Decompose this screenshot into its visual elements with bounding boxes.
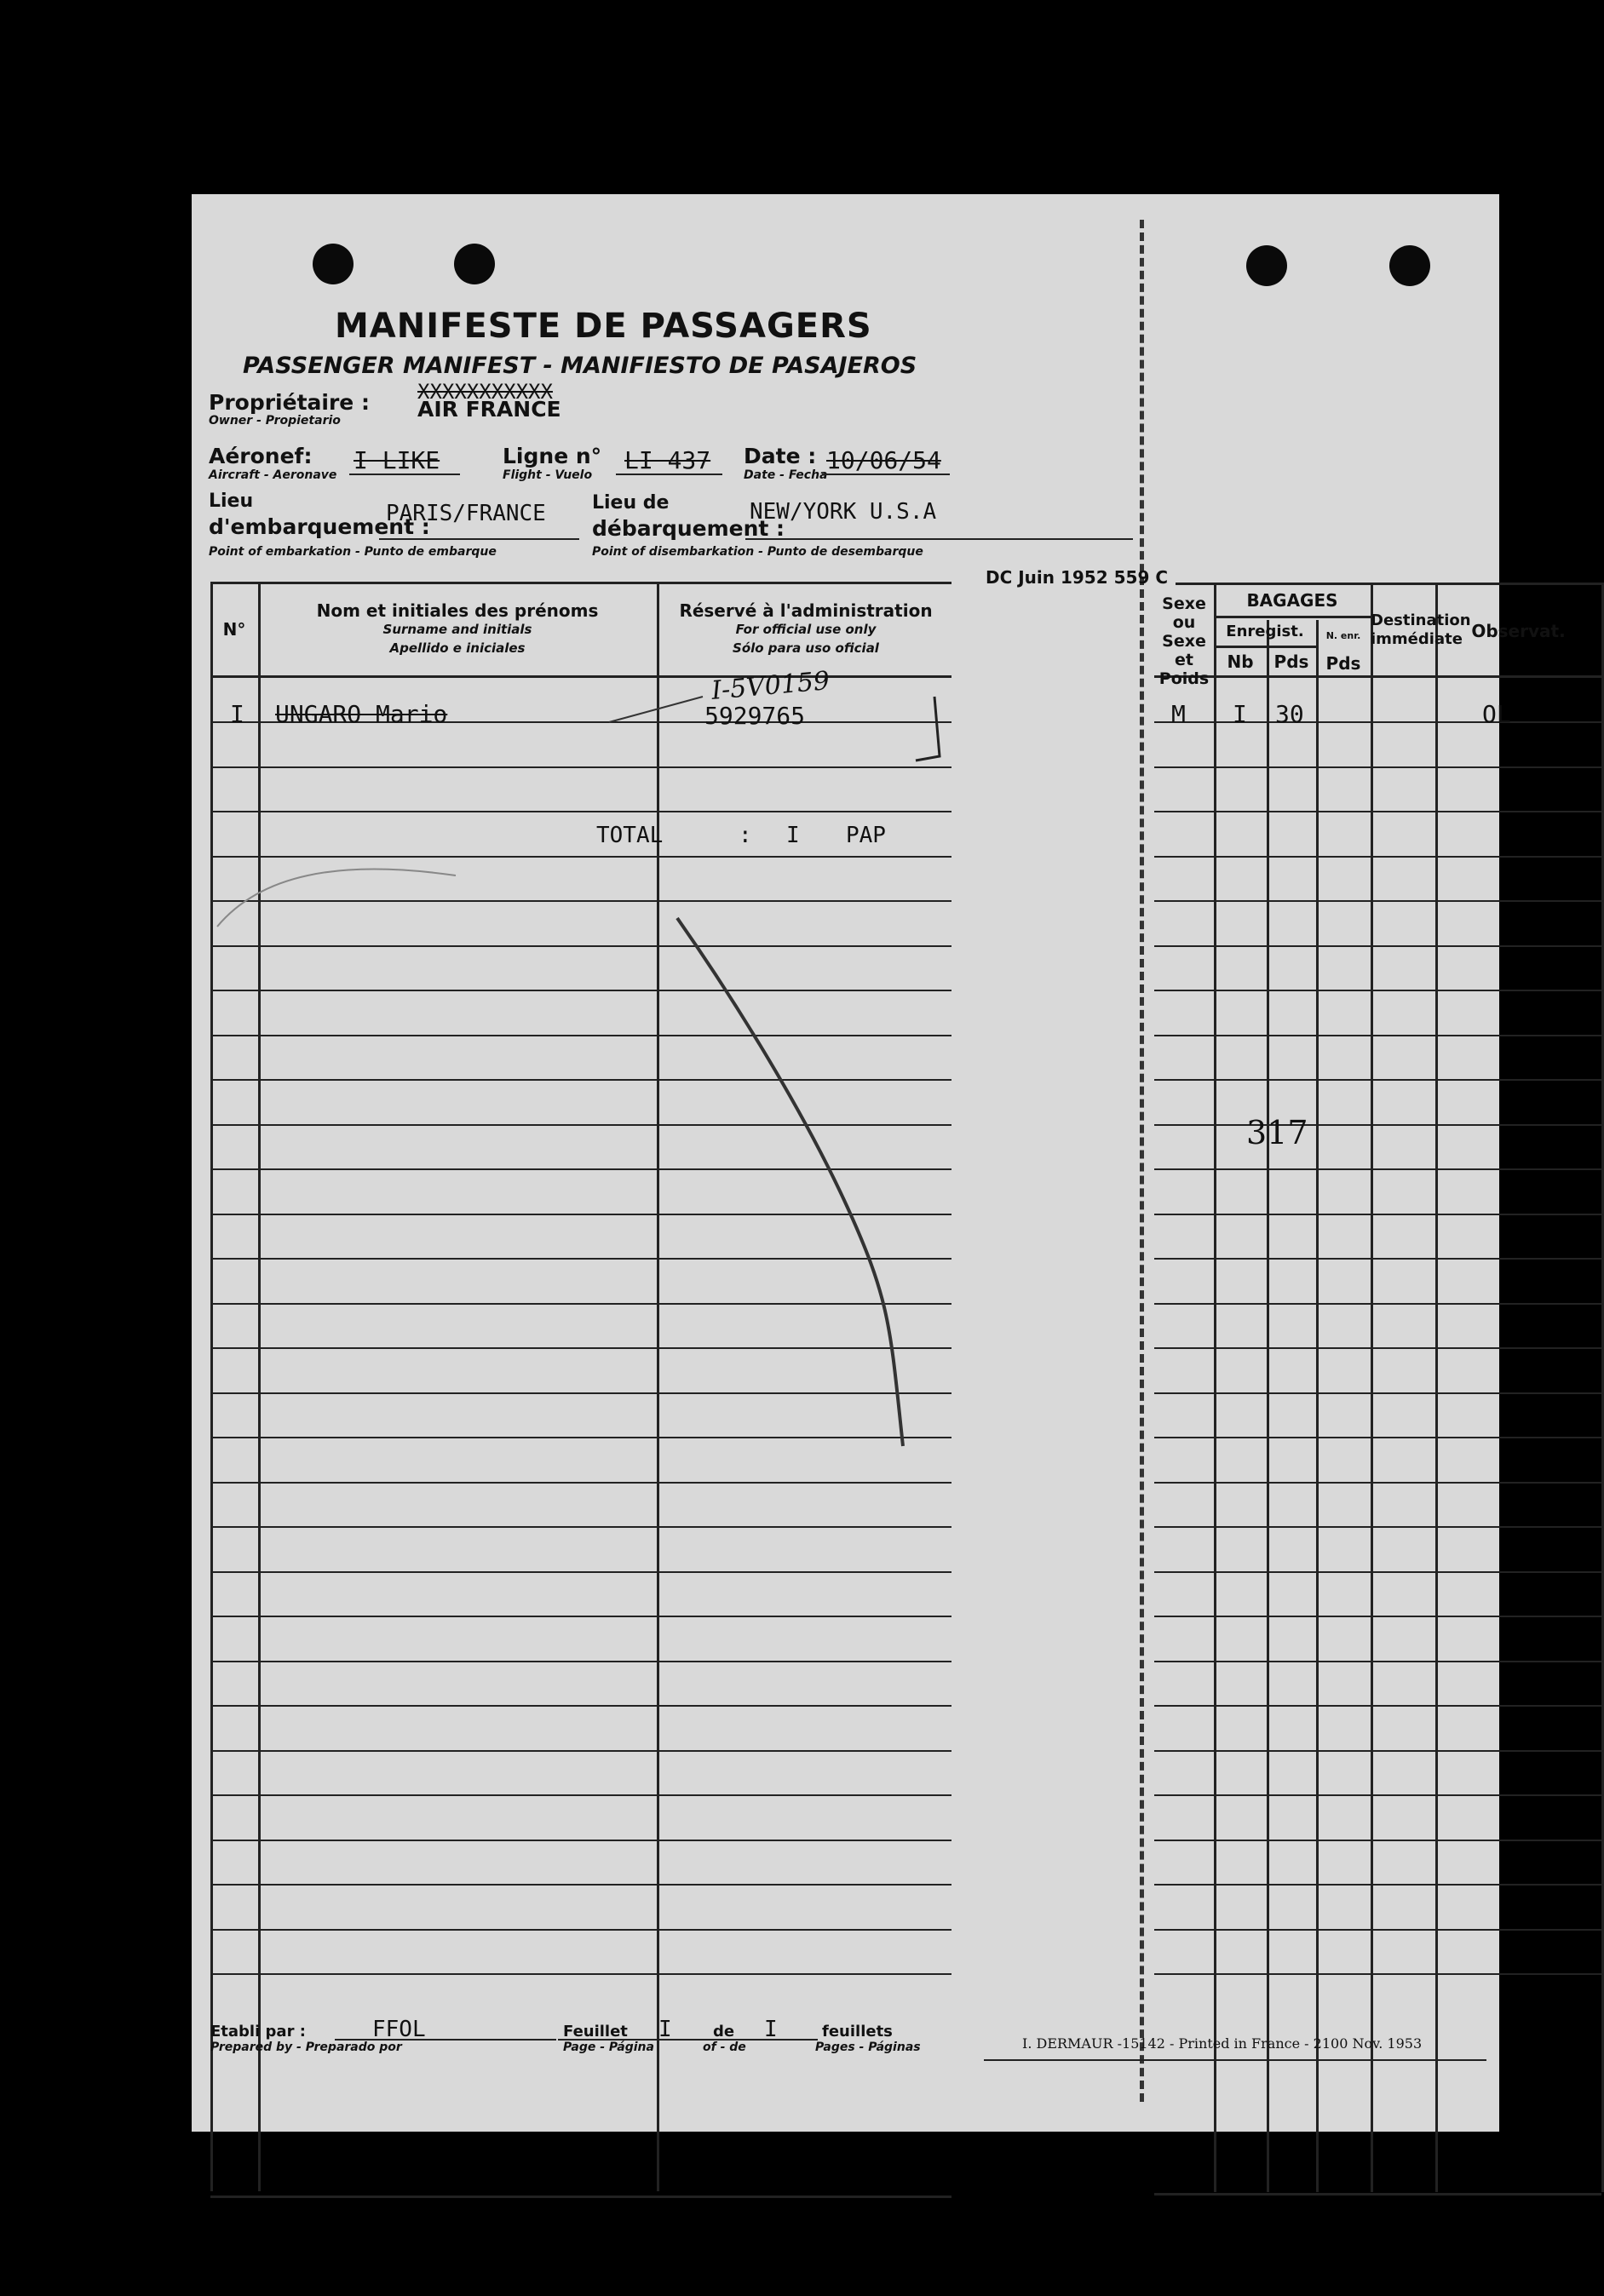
owner-sub: Owner - Propietario	[209, 414, 341, 428]
page-sub: Page - Página	[563, 2041, 654, 2054]
total-separator: :	[739, 823, 752, 848]
row-sex: M	[1171, 700, 1186, 728]
embark-value: PARIS/FRANCE	[386, 501, 546, 526]
total-label: TOTAL	[596, 823, 664, 848]
row-bag-weight: 30	[1275, 700, 1304, 728]
total-count: I	[786, 823, 800, 848]
date-sub: Date - Fecha	[744, 468, 828, 482]
of-label: de	[713, 2023, 735, 2041]
header-observations: Observat.	[1471, 621, 1566, 641]
of-sub: of - de	[703, 2041, 746, 2054]
pages-sub: Pages - Páginas	[815, 2041, 921, 2054]
header-not-registered: N. enr.	[1325, 630, 1361, 641]
form-reference: DC Juin 1952 559 C	[986, 567, 1168, 588]
header-sex: Sexe ou Sexe et Poids	[1158, 594, 1210, 688]
disembark-label-1: Lieu de	[592, 492, 670, 514]
pen-stroke-mark	[192, 194, 1499, 2132]
prepared-value: FFOL	[372, 2017, 426, 2042]
disembark-sub: Point of disembarkation - Punto de desembarque	[592, 545, 923, 559]
form-subtitle: PASSENGER MANIFEST - MANIFIESTO DE PASAJEROS	[243, 353, 917, 379]
owner-label: Propriétaire :	[209, 390, 370, 415]
header-name: Nom et initiales des prénoms Surname and initials Apellido e iniciales	[316, 600, 599, 656]
prepared-sub: Prepared by - Preparado por	[210, 2041, 402, 2054]
owner-value: AIR FRANCE	[417, 397, 561, 422]
owner-crossed: XXXXXXXXXXX	[417, 380, 553, 404]
sheet-label: Feuillet	[563, 2023, 628, 2041]
form-title: MANIFESTE DE PASSAGERS	[335, 307, 872, 346]
flight-label: Ligne n°	[503, 444, 602, 468]
total-unit: PAP	[846, 823, 886, 848]
embark-sub: Point of embarkation - Punto de embarque	[209, 545, 497, 559]
sheets-label: feuillets	[822, 2023, 893, 2041]
embark-label-1: Lieu	[209, 491, 254, 512]
header-destination: Destination immédiate	[1371, 611, 1471, 648]
header-registered: Enregist.	[1226, 623, 1304, 640]
manifest-sheet	[192, 194, 1566, 2132]
sheet-value: I	[658, 2017, 672, 2042]
destination-note: 317	[1246, 1114, 1308, 1151]
aircraft-value: I LIKE	[354, 446, 440, 474]
header-admin: Réservé à l'administration For official use only Sólo para uso oficial	[679, 600, 933, 656]
flight-sub: Flight - Vuelo	[503, 468, 593, 482]
date-value: 10/06/54	[826, 446, 941, 474]
disembark-label-2: débarquement :	[592, 516, 785, 541]
header-nb: Nb	[1227, 651, 1254, 672]
header-baggage: BAGAGES	[1246, 590, 1338, 611]
disembark-value: NEW/YORK U.S.A	[750, 499, 937, 525]
flight-value: LI 437	[624, 446, 711, 474]
row-observation: OL	[1482, 700, 1511, 728]
printer-imprint: I. DERMAUR -15142 - Printed in France - 2100 Nov. 1953	[1022, 2035, 1423, 2052]
row-admin-number: 5929765	[704, 702, 806, 730]
aircraft-label: Aéronef:	[209, 444, 313, 468]
of-value: I	[764, 2017, 778, 2042]
row-name: UNGARO Mario	[275, 700, 448, 728]
prepared-label: Etabli par :	[210, 2023, 306, 2041]
embark-label-2: d'embarquement :	[209, 514, 430, 539]
header-pds: Pds	[1273, 651, 1309, 672]
aircraft-sub: Aircraft - Aeronave	[209, 468, 337, 482]
row-bag-count: I	[1233, 700, 1247, 728]
row-no: I	[230, 700, 244, 728]
row-admin-note: I-5V0159	[710, 666, 831, 706]
date-label: Date :	[744, 444, 817, 468]
header-no: N°	[222, 619, 246, 640]
header-pds-2: Pds	[1325, 653, 1361, 674]
